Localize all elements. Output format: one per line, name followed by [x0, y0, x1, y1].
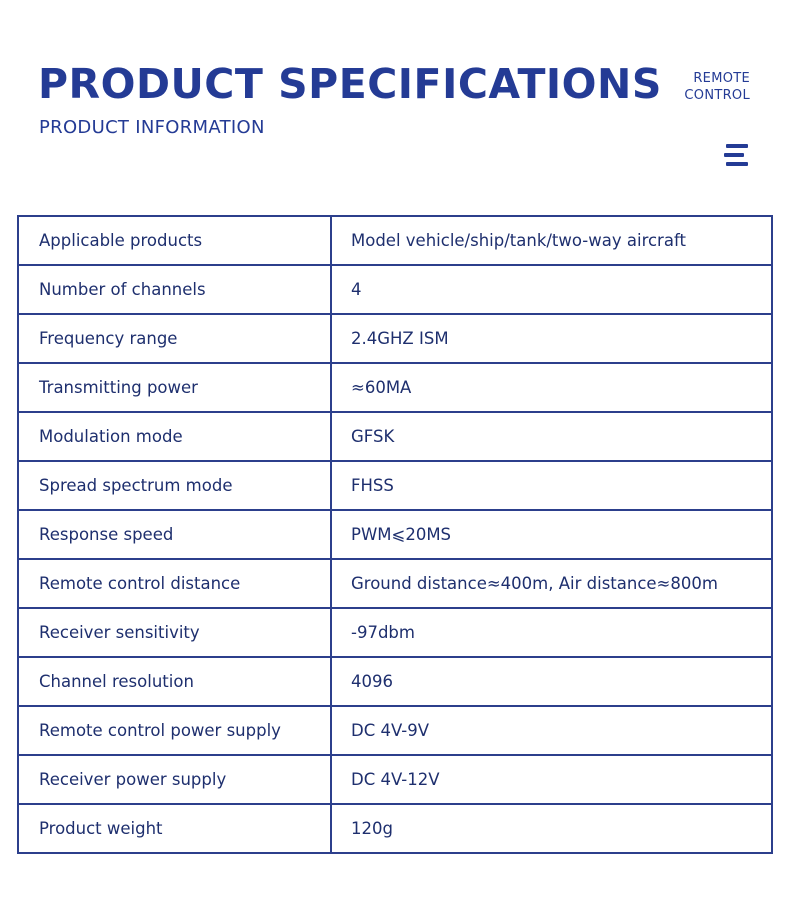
- spec-label: Transmitting power: [18, 363, 331, 412]
- menu-icon-bar: [724, 153, 744, 157]
- page-title: PRODUCT SPECIFICATIONS: [38, 60, 662, 108]
- spec-value: DC 4V-12V: [331, 755, 772, 804]
- spec-label: Modulation mode: [18, 412, 331, 461]
- spec-value: ≈60MA: [331, 363, 772, 412]
- spec-label: Remote control distance: [18, 559, 331, 608]
- page-subtitle: PRODUCT INFORMATION: [39, 117, 265, 138]
- spec-label: Frequency range: [18, 314, 331, 363]
- spec-label: Spread spectrum mode: [18, 461, 331, 510]
- spec-value: 4096: [331, 657, 772, 706]
- product-category-label: [684, 70, 750, 104]
- spec-label: Number of channels: [18, 265, 331, 314]
- spec-value: 2.4GHZ ISM: [331, 314, 772, 363]
- table-row: [18, 608, 772, 657]
- specifications-table: [17, 215, 773, 854]
- spec-value: DC 4V-9V: [331, 706, 772, 755]
- menu-icon: [724, 144, 750, 168]
- spec-value: FHSS: [331, 461, 772, 510]
- spec-label: Channel resolution: [18, 657, 331, 706]
- spec-value: Model vehicle/ship/tank/two-way aircraft: [331, 216, 772, 265]
- category-line-2: CONTROL: [684, 88, 750, 103]
- category-line-1: REMOTE: [693, 71, 750, 86]
- table-row: [18, 559, 772, 608]
- spec-value: GFSK: [331, 412, 772, 461]
- table-row: [18, 412, 772, 461]
- spec-value: 120g: [331, 804, 772, 853]
- spec-label: Receiver power supply: [18, 755, 331, 804]
- spec-value: PWM⩽20MS: [331, 510, 772, 559]
- spec-label: Applicable products: [18, 216, 331, 265]
- spec-label: Remote control power supply: [18, 706, 331, 755]
- table-row: [18, 216, 772, 265]
- table-row: [18, 706, 772, 755]
- table-row: [18, 314, 772, 363]
- table-row: [18, 804, 772, 853]
- table-row: [18, 657, 772, 706]
- spec-label: Receiver sensitivity: [18, 608, 331, 657]
- menu-icon-bar: [726, 144, 748, 148]
- table-row: [18, 755, 772, 804]
- table-row: [18, 363, 772, 412]
- specifications-table-body: [18, 216, 772, 853]
- menu-icon-bar: [726, 162, 748, 166]
- spec-value: Ground distance≈400m, Air distance≈800m: [331, 559, 772, 608]
- spec-value: -97dbm: [331, 608, 772, 657]
- table-row: [18, 265, 772, 314]
- spec-value: 4: [331, 265, 772, 314]
- spec-label: Response speed: [18, 510, 331, 559]
- spec-label: Product weight: [18, 804, 331, 853]
- table-row: [18, 461, 772, 510]
- table-row: [18, 510, 772, 559]
